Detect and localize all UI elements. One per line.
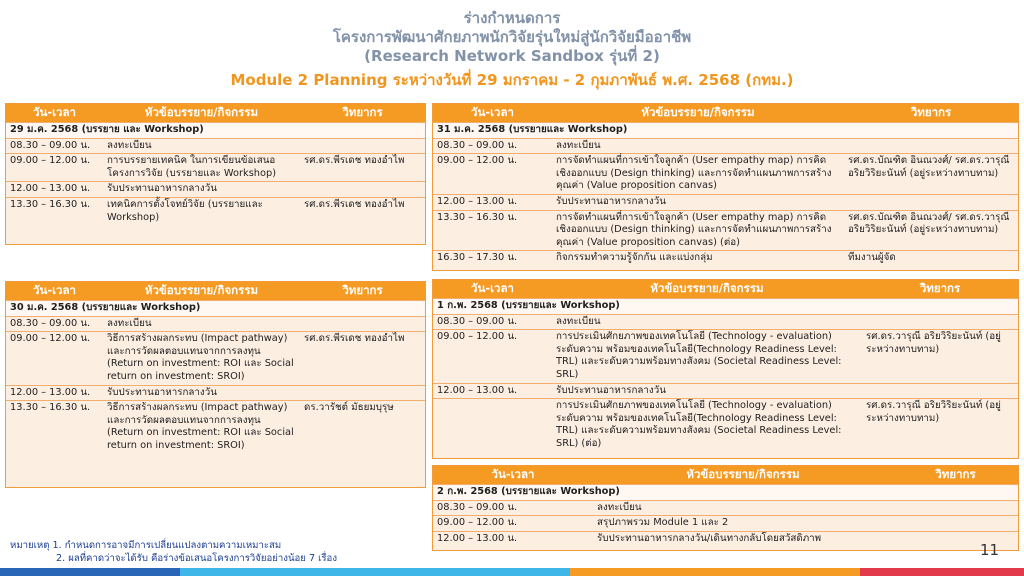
doc-title-line3: (Research Network Sandbox รุ่นที่ 2) [364, 47, 660, 65]
row-speaker: รศ.ดร.บัณฑิต อินณวงศ์/ รศ.ดร.วารุณี อริยวิริยะนันท์ (อยู่ระหว่างทาบทาม) [844, 154, 1018, 195]
row-speaker: ดร.วารัชต์ มัธยมบุรุษ [300, 401, 425, 454]
schedule-day1 [5, 103, 426, 245]
row-speaker: รศ.ดร.พีรเดช ทองอำไพ [300, 197, 425, 225]
row-speaker [844, 138, 1018, 154]
schedule-day4 [432, 279, 1019, 459]
row-speaker [300, 316, 425, 332]
row-time: 09.00 – 12.00 น. [433, 330, 552, 383]
row-speaker: รศ.ดร.บัณฑิต อินณวงศ์/ รศ.ดร.วารุณี อริยวิริยะนันท์ (อยู่ระหว่างทาบทาม) [844, 210, 1018, 251]
table-row [6, 197, 425, 225]
row-speaker: ทีมงานผู้จัด [844, 251, 1018, 266]
row-time: 16.30 – 17.30 น. [433, 251, 552, 266]
header-topic: หัวข้อบรรยาย/กิจกรรม [593, 466, 893, 485]
doc-title-line2: โครงการพัฒนาศักยภาพนักวิจัยรุ่นใหม่สู่นักวิจัยมืออาชีพ [332, 28, 692, 46]
table-row [433, 500, 1018, 516]
row-time: 08.30 – 09.00 น. [6, 316, 103, 332]
row-time: 12.00 – 13.00 น. [433, 194, 552, 210]
bar-segment-cyan [180, 568, 570, 576]
schedule-day3 [432, 103, 1019, 271]
table-row [6, 138, 425, 154]
row-time: 09.00 – 12.00 น. [6, 154, 103, 182]
header-speaker: วิทยากร [300, 104, 425, 123]
row-topic: ลงทะเบียน [552, 138, 844, 154]
row-time: 09.00 – 12.00 น. [433, 154, 552, 195]
row-time: 13.30 – 16.30 น. [6, 401, 103, 454]
row-topic: รับประทานอาหารกลางวัน/เดินทางกลับโดยสวัสดิภาพ [593, 531, 1018, 546]
header-time: วัน-เวลา [433, 466, 593, 485]
row-topic: การประเมินศักยภาพของเทคโนโลยี (Technology - evaluation) ระดับความ พร้อมของเทคโนโลยี(Technology Readiness Level: TRL) และระดับความพร้อมทางสังคม (Societal Readiness Level: SRL) [552, 330, 862, 383]
table-row [433, 330, 1018, 383]
row-speaker [862, 383, 1018, 399]
row-topic: ลงทะเบียน [103, 316, 300, 332]
footnote [10, 540, 337, 565]
row-topic: กิจกรรมทำความรู้จักกัน และแบ่งกลุ่ม [552, 251, 844, 266]
day-title: 30 ม.ค. 2568 (บรรยายและ Workshop) [6, 301, 425, 317]
row-topic: รับประทานอาหารกลางวัน [103, 182, 300, 198]
row-topic: รับประทานอาหารกลางวัน [552, 383, 862, 399]
row-speaker [862, 314, 1018, 330]
row-time: 09.00 – 12.00 น. [433, 516, 593, 532]
row-topic: สรุปภาพรวม Module 1 และ 2 [593, 516, 1018, 532]
row-speaker [300, 385, 425, 401]
table-row [433, 399, 1018, 452]
header-topic: หัวข้อบรรยาย/กิจกรรม [552, 104, 844, 123]
bar-segment-red [860, 568, 1024, 576]
schedule-day2 [5, 281, 426, 488]
header-speaker: วิทยากร [862, 280, 1018, 299]
header-time: วัน-เวลา [433, 104, 552, 123]
row-topic: ลงทะเบียน [552, 314, 862, 330]
row-time: 13.30 – 16.30 น. [433, 210, 552, 251]
row-topic: การประเมินศักยภาพของเทคโนโลยี (Technology - evaluation) ระดับความ พร้อมของเทคโนโลยี(Technology Readiness Level: TRL) และระดับความพร้อมทางสังคม (Societal Readiness Level: SRL) (ต่อ) [552, 399, 862, 452]
schedule-day5 [432, 465, 1019, 551]
row-topic: เทคนิคการตั้งโจทย์วิจัย (บรรยายและ Workshop) [103, 197, 300, 225]
row-time: 12.00 – 13.00 น. [433, 531, 593, 546]
header-topic: หัวข้อบรรยาย/กิจกรรม [103, 282, 300, 301]
footnote-line2: 2. ผลที่คาดว่าจะได้รับ คือร่างข้อเสนอโครงการวิจัยอย่างน้อย 7 เรื่อง [56, 552, 338, 564]
table-row [433, 531, 1018, 546]
row-speaker [300, 138, 425, 154]
table-row [433, 383, 1018, 399]
row-topic: ลงทะเบียน [103, 138, 300, 154]
row-time: 09.00 – 12.00 น. [6, 332, 103, 385]
header-speaker: วิทยากร [300, 282, 425, 301]
day-title: 2 ก.พ. 2568 (บรรยายและ Workshop) [433, 485, 1018, 501]
header-topic: หัวข้อบรรยาย/กิจกรรม [552, 280, 862, 299]
row-time: 08.30 – 09.00 น. [6, 138, 103, 154]
footnote-line1: หมายเหตุ 1. กำหนดการอาจมีการเปลี่ยนแปลงตามความเหมาะสม [10, 540, 282, 551]
row-speaker: รศ.ดร.พีรเดช ทองอำไพ [300, 332, 425, 385]
row-speaker [844, 194, 1018, 210]
day-title: 1 ก.พ. 2568 (บรรยายและ Workshop) [433, 299, 1018, 315]
table-row [433, 251, 1018, 266]
row-speaker: รศ.ดร.วารุณี อริยวิริยะนันท์ (อยู่ระหว่างทาบทาม) [862, 399, 1018, 452]
header-time: วัน-เวลา [6, 282, 103, 301]
table-row [433, 210, 1018, 251]
table-row [6, 154, 425, 182]
row-topic: รับประทานอาหารกลางวัน [103, 385, 300, 401]
row-topic: วิธีการสร้างผลกระทบ (Impact pathway) และการวัดผลตอบแทนจากการลงทุน (Return on investment: ROI และ Social return on investment: SROI) [103, 401, 300, 454]
bar-segment-orange [570, 568, 860, 576]
header-time: วัน-เวลา [433, 280, 552, 299]
row-topic: วิธีการสร้างผลกระทบ (Impact pathway) และการวัดผลตอบแทนจากการลงทุน (Return on investment: ROI และ Social return on investment: SROI) [103, 332, 300, 385]
table-row [6, 401, 425, 454]
row-topic: การจัดทำแผนที่การเข้าใจลูกค้า (User empathy map) การคิดเชิงออกแบบ (Design thinking) และการจัดทำแผนภาพการสร้างคุณค่า (Value proposition canvas) [552, 154, 844, 195]
row-topic: การบรรยายเทคนิค ในการเขียนข้อเสนอโครงการวิจัย (บรรยายและ Workshop) [103, 154, 300, 182]
bottom-color-bar [0, 568, 1024, 576]
row-speaker [300, 182, 425, 198]
header-speaker: วิทยากร [844, 104, 1018, 123]
table-row [433, 138, 1018, 154]
header-speaker: วิทยากร [893, 466, 1018, 485]
day-title: 31 ม.ค. 2568 (บรรยายและ Workshop) [433, 123, 1018, 139]
row-time: 08.30 – 09.00 น. [433, 138, 552, 154]
table-row [6, 182, 425, 198]
module-subtitle: Module 2 Planning ระหว่างวันที่ 29 มกราคม - 2 กุมภาพันธ์ พ.ศ. 2568 (กทม.) [230, 71, 794, 89]
table-row [433, 516, 1018, 532]
page-number: 11 [980, 541, 1000, 559]
table-row [433, 314, 1018, 330]
table-row [433, 194, 1018, 210]
row-topic: ลงทะเบียน [593, 500, 1018, 516]
doc-title-line1: ร่างกำหนดการ [463, 9, 561, 27]
row-topic: รับประทานอาหารกลางวัน [552, 194, 844, 210]
table-row [6, 332, 425, 385]
table-row [433, 154, 1018, 195]
row-time: 12.00 – 13.00 น. [433, 383, 552, 399]
row-time: 12.00 – 13.00 น. [6, 182, 103, 198]
row-time: 08.30 – 09.00 น. [433, 500, 593, 516]
row-topic: การจัดทำแผนที่การเข้าใจลูกค้า (User empathy map) การคิดเชิงออกแบบ (Design thinking) และการจัดทำแผนภาพการสร้างคุณค่า (Value proposition canvas) (ต่อ) [552, 210, 844, 251]
table-row [6, 385, 425, 401]
header-topic: หัวข้อบรรยาย/กิจกรรม [103, 104, 300, 123]
row-time [433, 399, 552, 452]
row-time: 13.30 – 16.30 น. [6, 197, 103, 225]
day-title: 29 ม.ค. 2568 (บรรยาย และ Workshop) [6, 123, 425, 139]
row-speaker: รศ.ดร.วารุณี อริยวิริยะนันท์ (อยู่ระหว่างทาบทาม) [862, 330, 1018, 383]
row-time: 08.30 – 09.00 น. [433, 314, 552, 330]
bar-segment-blue [0, 568, 180, 576]
row-time: 12.00 – 13.00 น. [6, 385, 103, 401]
table-row [6, 316, 425, 332]
row-speaker: รศ.ดร.พีรเดช ทองอำไพ [300, 154, 425, 182]
header-time: วัน-เวลา [6, 104, 103, 123]
